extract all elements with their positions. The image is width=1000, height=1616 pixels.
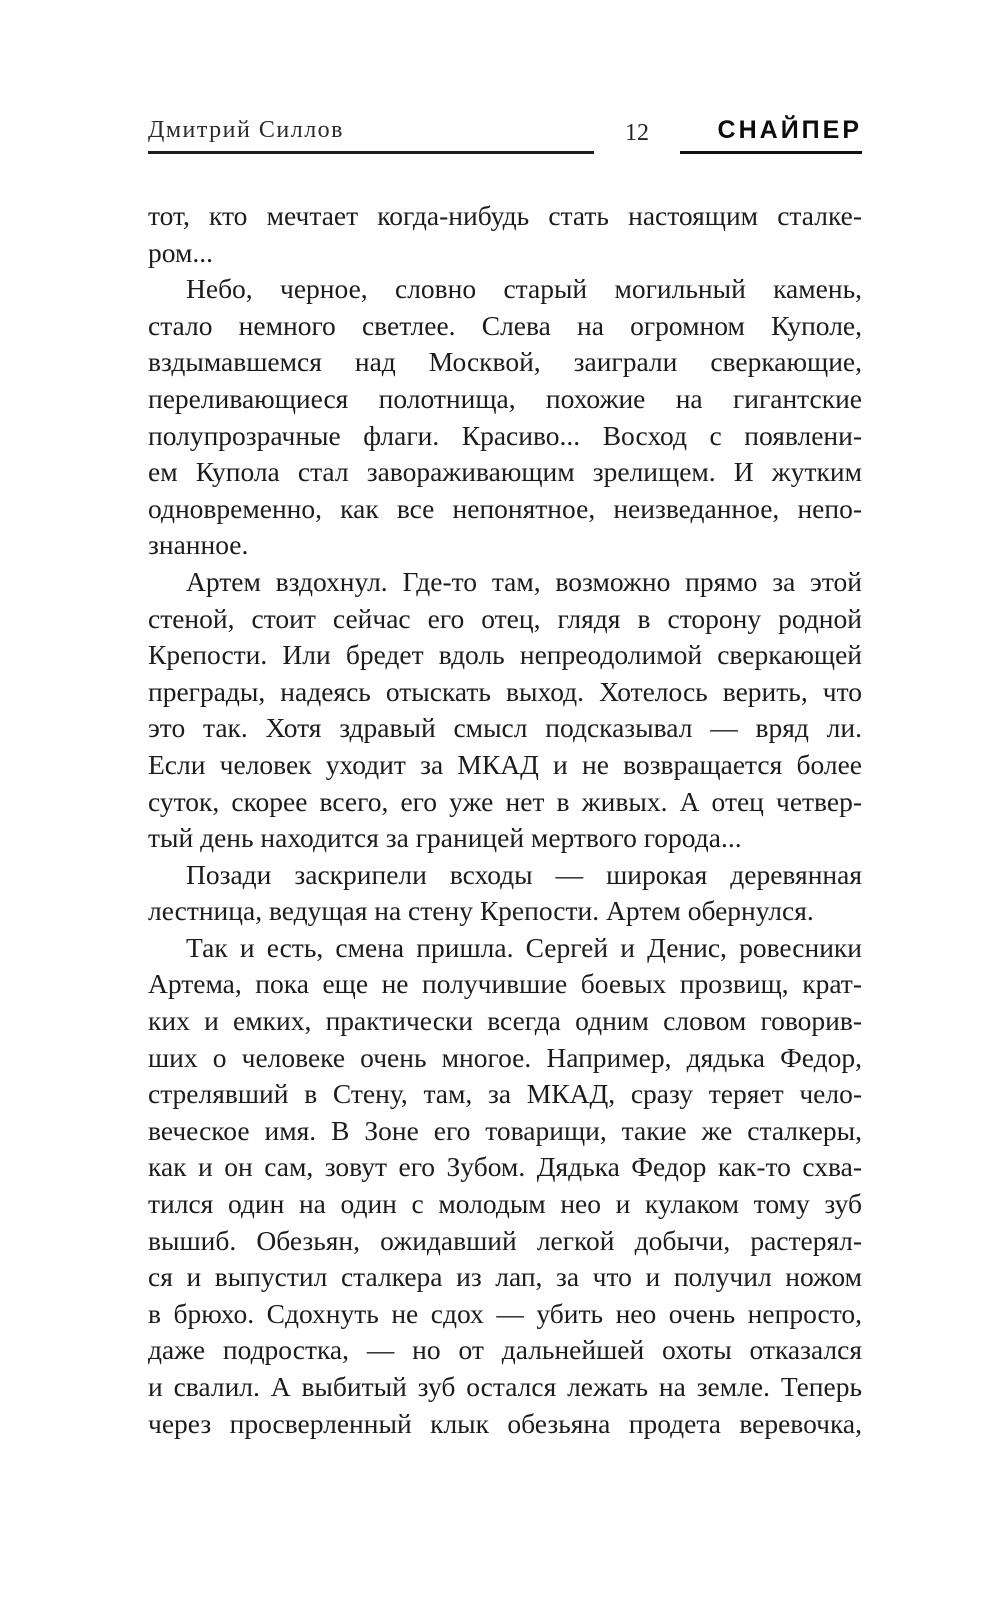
text-line: ром... <box>148 236 214 268</box>
paragraph <box>148 198 862 271</box>
text-line: стрелявший в Стену, там, за МКАД, сразу теряет чело- <box>148 1078 862 1110</box>
text-line: стеной, стоит сейчас его отец, глядя в сторону родной <box>148 602 862 634</box>
book-title: СНАЙПЕР <box>717 116 862 144</box>
text-line: переливающиеся полотнища, похожие на гигантские <box>148 382 862 414</box>
text-line: преграды, надеясь отыскать выход. Хотелось верить, что <box>148 675 862 707</box>
running-head-page-number-block <box>606 120 668 154</box>
text-line: тый день находится за границей мертвого города... <box>148 822 742 854</box>
text-line: и свалил. А выбитый зуб остался лежать на земле. Теперь <box>148 1371 862 1402</box>
text-line: тот, кто мечтает когда-нибудь стать настоящим сталке- <box>148 200 862 231</box>
author-name: Дмитрий Силлов <box>148 117 345 143</box>
text-line: Артем вздохнул. Где-то там, возможно прямо за этой <box>186 565 862 597</box>
text-line: веческое имя. В Зоне его товарищи, такие же сталкеры, <box>148 1114 862 1146</box>
text-line: стало немного светлее. Слева на огромном Куполе, <box>148 309 862 341</box>
text-line: суток, скорее всего, его уже нет в живых. А отец четвер- <box>148 785 862 817</box>
text-line: ем Купола стал завораживающим зрелищем. И жутким <box>148 456 862 488</box>
text-line: ся и выпустил сталкера из лап, за что и получил ножом <box>148 1261 862 1293</box>
page-content <box>148 0 862 1442</box>
text-line: как и он сам, зовут его Зубом. Дядька Федор как-то схва- <box>148 1151 862 1183</box>
text-line: ких и емких, практически всегда одним словом говорив- <box>148 1005 862 1037</box>
paragraph <box>148 857 862 930</box>
text-line: в брюхо. Сдохнуть не сдох — убить нео очень непросто, <box>148 1297 862 1329</box>
running-head-title-block <box>680 116 862 154</box>
text-line: это так. Хотя здравый смысл подсказывал — вряд ли. <box>148 712 862 744</box>
text-line: знанное. <box>148 529 249 561</box>
running-head <box>148 116 862 154</box>
running-head-author-block <box>148 117 594 154</box>
text-line: Если человек уходит за МКАД и не возвращается более <box>148 748 862 780</box>
text-line: ших о человеке очень многое. Например, дядька Федор, <box>148 1041 862 1073</box>
paragraph <box>148 564 862 857</box>
text-line: вышиб. Обезьян, ожидавший легкой добычи, растерял- <box>148 1224 862 1256</box>
text-line: Небо, черное, словно старый могильный камень, <box>186 273 862 305</box>
text-line: тился один на один с молодым нео и кулаком тому зуб <box>148 1188 862 1220</box>
text-line: Позади заскрипели всходы — широкая деревянная <box>186 858 862 890</box>
text-line: лестница, ведущая на стену Крепости. Артем обернулся. <box>148 895 814 927</box>
text-line: Артема, пока еще не получившие боевых прозвищ, крат- <box>148 968 862 1000</box>
text-line: Крепости. Или бредет вдоль непреодолимой сверкающей <box>148 639 862 671</box>
text-line: даже подростка, — но от дальнейшей охоты отказался <box>148 1334 862 1366</box>
text-line: вздымавшемся над Москвой, заиграли сверкающие, <box>148 346 862 378</box>
page-number: 12 <box>625 120 649 146</box>
text-line: через просверленный клык обезьяна продета веревочка, <box>148 1407 862 1439</box>
text-line: одновременно, как все непонятное, неизведанное, непо- <box>148 492 862 524</box>
paragraph <box>148 271 862 564</box>
text-line: полупрозрачные флаги. Красиво... Восход с появлени- <box>148 419 862 451</box>
page-body-text <box>148 198 862 1442</box>
text-line: Так и есть, смена пришла. Сергей и Денис, ровесники <box>186 931 862 963</box>
paragraph <box>148 930 862 1442</box>
